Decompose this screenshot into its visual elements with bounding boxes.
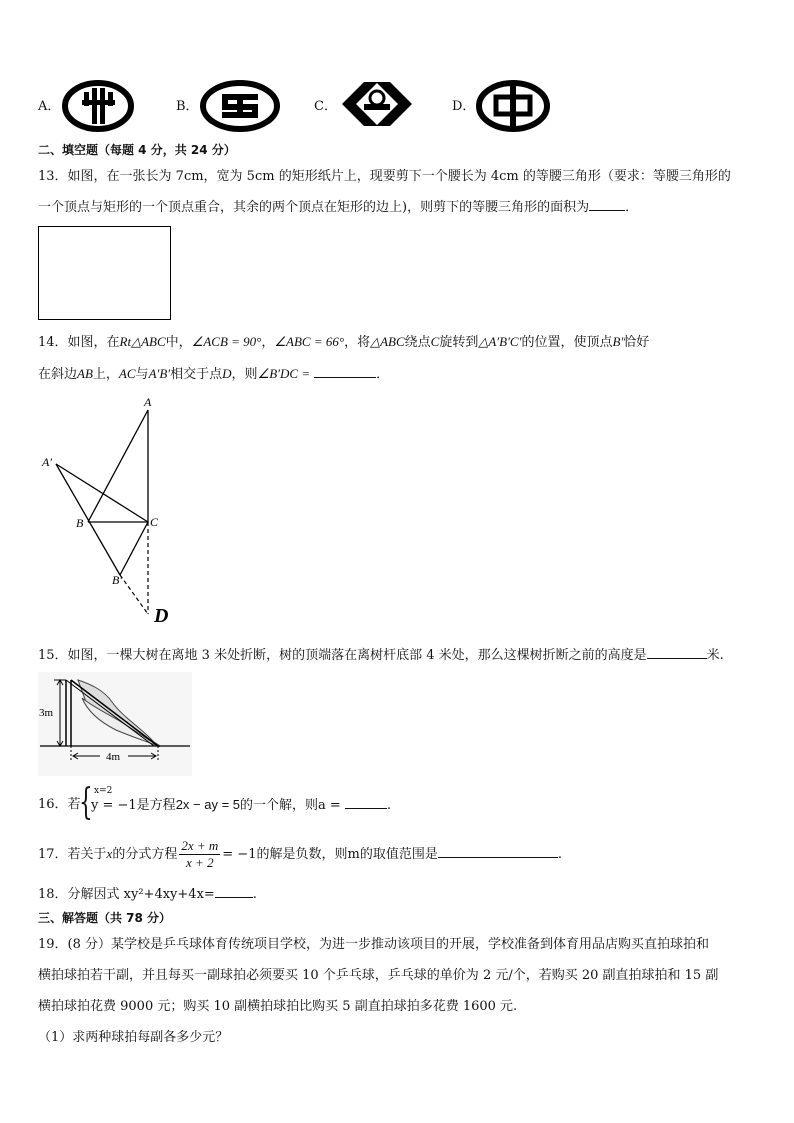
q14-text-a: 14．如图，在 [38,335,120,350]
q15-line [38,646,724,665]
q13-line2 [38,198,638,217]
section3-heading: 三、解答题（共 78 分） [38,911,172,925]
q14-text-f: 的位置，使顶点 [521,335,613,350]
q13-answer-blank[interactable] [589,198,625,211]
q17-line [38,836,562,873]
q14-text-g: 恰好 [623,335,650,350]
q14-answer-blank[interactable] [314,365,376,378]
q18-text: 18．分解因式 xy²+4xy+4x= [38,887,215,902]
q17-end: . [557,847,562,862]
q15-tree-figure [38,672,192,776]
q16-system-top: x=2 [94,786,113,796]
q17-var-x: x [106,846,113,861]
q14-angle-acb: ∠ACB = 90° [191,334,262,349]
q16-brace: { [79,782,93,823]
fig-label-ap: A′ [42,455,52,469]
q14-angle-abc: ∠ABC = 66° [274,334,345,349]
q19-sub1: （1）求两种球拍每副各多少元？ [38,1030,229,1045]
q16-equation: 2x − ay = 5 [175,797,241,812]
q17-denominator: x + 2 [186,855,214,870]
q14-seg-apbp: A′B′ [148,366,171,381]
q18-end: . [252,887,257,902]
q16-text-a: 是方程 [136,798,176,813]
q15-label-3m: 3m [39,707,54,719]
q15-label-4m: 4m [106,751,121,763]
q14-seg-ac: AC [118,366,136,381]
q14-line1 [38,333,649,352]
q16-system-bottom: y = −1 [91,798,137,813]
q14-angle-bdc: ∠B′DC = [257,366,311,381]
q17-text-a: 17．若关于 [38,847,107,862]
bank-logo-construction-icon [338,78,416,132]
q13-rectangle-figure [38,226,171,320]
fig-label-a: A [144,395,152,409]
q15-unit: 米. [706,648,724,663]
q16-line [91,796,391,815]
fig-label-d: D [154,605,169,627]
option-d-label: D． [452,99,476,114]
q13-end: ． [625,200,639,215]
q14-end: ． [376,367,390,382]
option-c-label: C． [314,99,337,114]
q17-text-b: 的分式方程 [112,847,178,862]
q17-text-c: 的解是负数，则 [256,847,348,862]
fig-label-b: B [76,516,84,530]
bank-logo-agricultural-icon [62,80,134,132]
q14-geometry-figure [36,392,186,632]
q19-line1: 19．(8 分）某学校是乒乓球体育传统项目学校，为进一步推动该项目的开展，学校准备到体育用品店购买直拍球拍和 [38,937,710,952]
q14-seg-ab: AB [77,366,93,381]
q16-prefix: 16．若 [38,797,81,812]
q14-sep: ， [261,335,275,350]
q14-triangle-prime: △A′B′C′ [478,334,522,349]
q17-equals: = −1 [222,847,257,862]
q16-answer-blank[interactable] [345,796,387,809]
option-b-label: B． [176,99,199,114]
section2-heading: 二、填空题（每题 4 分，共 24 分） [38,143,236,157]
q14-text-h: 在斜边 [38,367,78,382]
q16-end: . [386,798,391,813]
q14-line2 [38,365,389,384]
q13-line2-text: 一个顶点与矩形的一个顶点重合，其余的两个顶点在矩形的边上)，则剪下的等腰三角形的面积为 [38,200,590,215]
q16-var-a: a = [318,798,341,813]
q14-text-b: 中， [165,335,192,350]
fig-label-bp: B′ [112,573,122,587]
q18-line [38,885,257,904]
q15-text: 15．如图，一棵大树在离地 3 米处折断，树的顶端落在离树杆底部 4 米处，那么这棵树折断之前的高度是 [38,648,647,663]
q16-text-b: 的一个解，则 [240,798,319,813]
q14-text-c: ，将 [344,335,371,350]
q19-line3: 横拍球拍花费 9000 元；购买 10 副横拍球拍比购买 5 副直拍球拍多花费 1600 元. [38,999,518,1014]
q14-text-e: 旋转到 [439,335,479,350]
bank-logo-industrial-commercial-icon [200,80,280,132]
q14-text-d: 绕点 [404,335,431,350]
q14-text-k: 相交于点 [170,367,223,382]
q17-var-m: m [347,847,360,862]
fig-label-c: C [150,515,159,529]
q17-text-d: 的取值范围是 [359,847,438,862]
q13-line1: 13．如图，在一张长为 7cm，宽为 5cm 的矩形纸片上，现要剪下一个腰长为 4cm 的等腰三角形（要求：等腰三角形的 [38,169,731,184]
q17-fraction [179,838,220,871]
q15-answer-blank[interactable] [647,646,707,659]
option-a-label: A． [38,99,61,114]
q17-numerator: 2x + m [181,838,219,853]
q14-point-c: C [430,334,440,349]
q14-text-j: 与 [135,367,149,382]
q14-point-bp: B′ [612,334,624,349]
q17-answer-blank[interactable] [438,845,558,858]
q19-line2: 横拍球拍若干副，并且每买一副球拍必须要买 10 个乒乓球，乒乓球的单价为 2 元/个，若购买 20 副直拍球拍和 15 副 [38,968,719,983]
q18-answer-blank[interactable] [215,885,253,898]
q14-triangle: △ABC [370,334,405,349]
q14-rt-triangle: Rt△ABC [119,334,166,349]
bank-logo-china-icon [476,80,550,132]
q14-text-l: ，则 [231,367,258,382]
q14-point-d: D [222,366,232,381]
q14-text-i: 上， [92,367,119,382]
